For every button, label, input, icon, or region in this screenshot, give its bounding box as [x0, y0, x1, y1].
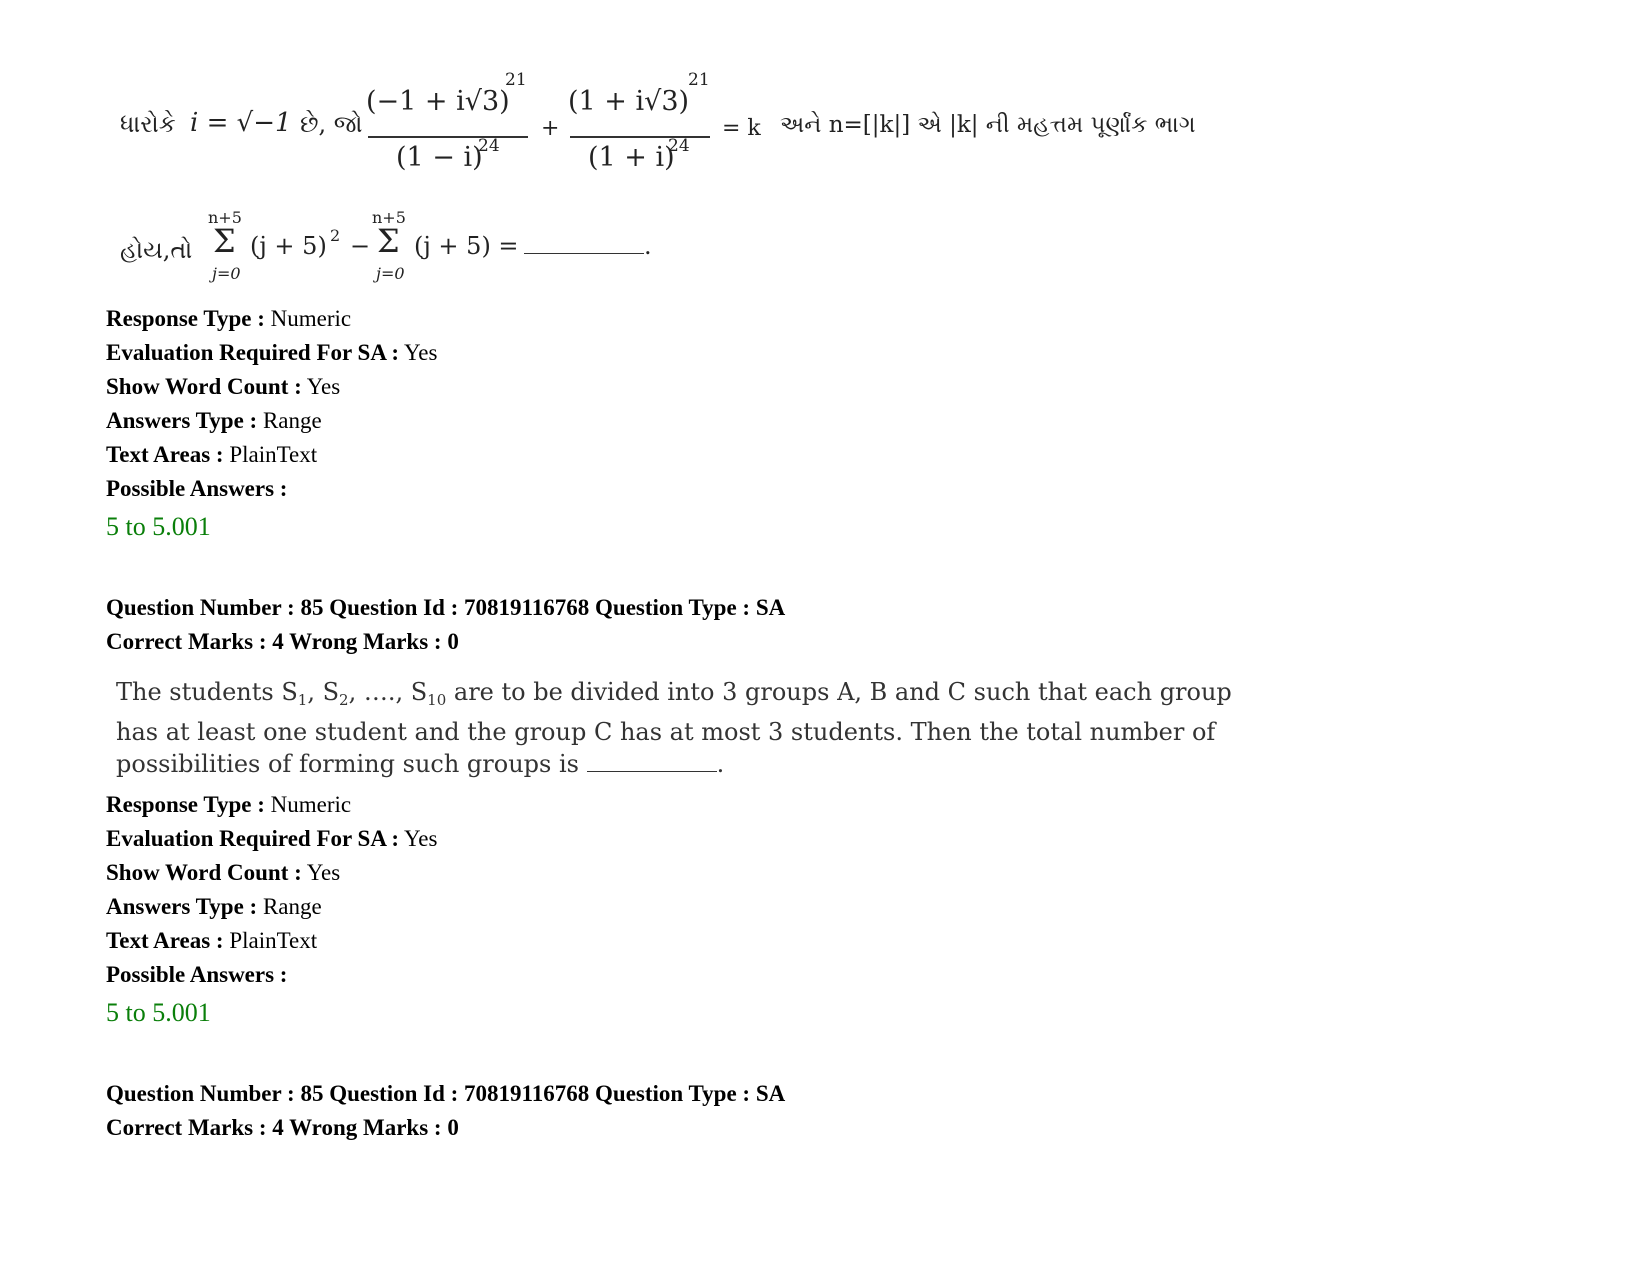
answers-type-row: Answers Type : Range	[106, 894, 322, 919]
text-areas-row: Text Areas : PlainText	[106, 442, 318, 467]
frac2-numerator: (1 + i√3)	[568, 86, 690, 117]
sum1-upper-limit: n+5	[208, 208, 242, 227]
word-count-row: Show Word Count : Yes	[106, 374, 341, 399]
frac2-numerator-exponent: 21	[688, 70, 710, 90]
question-text-line-2: has at least one student and the group C has at most 3 students. Then the total number of	[116, 718, 1216, 746]
sum2-sigma: Σ	[377, 222, 400, 260]
sum1-term-exponent: 2	[330, 226, 341, 245]
figure-prefix: ધારોકે	[120, 110, 176, 138]
evaluation-row: Evaluation Required For SA : Yes	[106, 340, 438, 365]
frac1-denominator: (1 − i)	[396, 142, 483, 173]
figure-suffix: અને n=[|k|] એ |k| ની મહત્તમ પૂર્ણાંક ભાગ	[780, 112, 1196, 138]
figure-i-definition: i = √−1	[190, 108, 292, 138]
possible-answers-value: 5 to 5.001	[106, 998, 211, 1027]
sum1-sigma: Σ	[213, 222, 236, 260]
figure-mid-text: છે, જો	[300, 110, 363, 138]
possible-answers-label: Possible Answers :	[106, 962, 288, 987]
possible-answers-value: 5 to 5.001	[106, 512, 211, 541]
sum1-term: (j + 5)	[250, 232, 327, 260]
question-text-block	[116, 676, 1232, 780]
figure-line2-prefix: હોય,તો	[120, 236, 193, 264]
frac2-denominator: (1 + i)	[588, 142, 675, 173]
evaluation-row: Evaluation Required For SA : Yes	[106, 826, 438, 851]
response-type-row: Response Type : Numeric	[106, 792, 352, 817]
frac1-numerator-exponent: 21	[505, 70, 527, 90]
frac1-bar	[368, 136, 528, 138]
figure-plus: +	[541, 116, 560, 141]
sum2-lower-limit: j=0	[376, 264, 405, 283]
question-figure-1	[0, 0, 1651, 300]
frac1-numerator: (−1 + i√3)	[366, 86, 510, 117]
sum2-upper-limit: n+5	[372, 208, 406, 227]
question-marks: Correct Marks : 4 Wrong Marks : 0	[106, 629, 459, 654]
question-text-line-1: The students $S_1$, $S_2$, …., $S_{10}$ are to be divided into 3 groups A, B and C such that each group	[116, 678, 1232, 709]
word-count-row: Show Word Count : Yes	[106, 860, 341, 885]
answers-type-row: Answers Type : Range	[106, 408, 322, 433]
possible-answers-label: Possible Answers :	[106, 476, 288, 501]
question-marks: Correct Marks : 4 Wrong Marks : 0	[106, 1115, 459, 1140]
sum2-term: (j + 5) =	[414, 232, 519, 260]
figure-minus: −	[350, 232, 371, 260]
sum1-lower-limit: j=0	[212, 264, 241, 283]
frac1-denominator-exponent: 24	[478, 136, 500, 156]
question-header: Question Number : 85 Question Id : 70819116768 Question Type : SA	[106, 595, 786, 620]
question-text-line-3: possibilities of forming such groups is .	[116, 750, 725, 778]
text-areas-row: Text Areas : PlainText	[106, 928, 318, 953]
question-header: Question Number : 85 Question Id : 70819116768 Question Type : SA	[106, 1081, 786, 1106]
answer-blank-2	[587, 753, 717, 772]
frac2-denominator-exponent: 24	[668, 136, 690, 156]
answer-blank-1: .	[524, 232, 652, 260]
response-type-row: Response Type : Numeric	[106, 306, 352, 331]
figure-equals-k: = k	[722, 116, 761, 141]
